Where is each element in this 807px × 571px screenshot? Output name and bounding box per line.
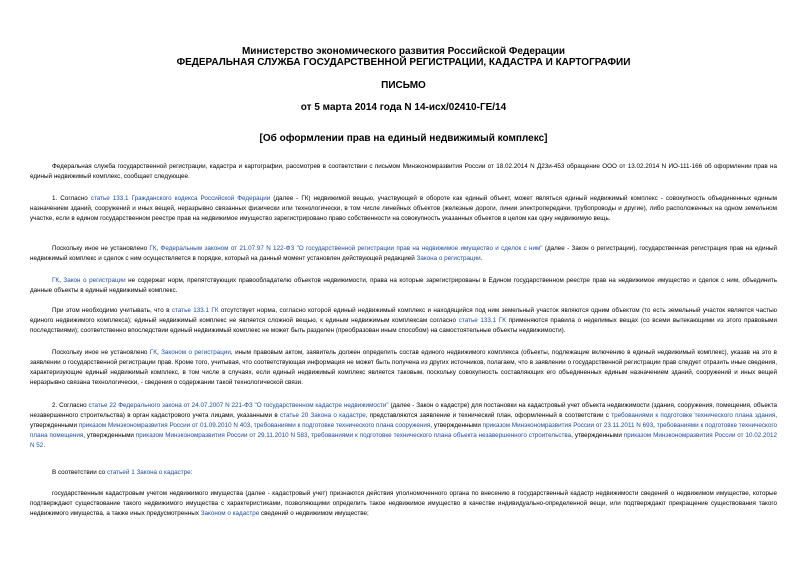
paragraph-3: [30, 276, 777, 296]
link-order-583[interactable]: приказом Минэкономразвития России от 29.11.2010 N 583: [135, 432, 308, 439]
service-title: ФЕДЕРАЛЬНАЯ СЛУЖБА ГОСУДАРСТВЕННОЙ РЕГИСТРАЦИИ, КАДАСТРА И КАРТОГРАФИИ: [176, 57, 631, 68]
text: Поскольку иное не установлено: [52, 349, 150, 356]
paragraph-1: [30, 194, 777, 224]
link-gk[interactable]: ГК: [52, 277, 60, 284]
link-cadastre-law[interactable]: Законом о кадастре: [200, 510, 260, 517]
text: (далее - ГК) недвижимой вещью, участвующей в обороте как единый объект, может являться единый недвижимый комплекс - совокупность объединенных единым назначением зданий, сооружений и иных вещей, неразрывно связанных физически или технологически, в том числе линейных объектов (железные дороги, линии электропередачи, трубопроводы и другие), либо расположенных на одном земельном участке, если в едином государственном реестре прав на недвижимое имущество зарегистрировано право собственности на совокупность указанных объектов в целом как одну недвижимую вещь.: [30, 195, 778, 222]
text: сведений о недвижимом имуществе;: [259, 510, 369, 517]
text: , утвержденными: [571, 432, 624, 439]
paragraph-4: [30, 306, 777, 336]
link-law-122fz[interactable]: Федеральным законом от 21.07.97 N 122-ФЗ "О государственной регистрации прав на недвижимое имущество и сделок с ним": [160, 245, 543, 252]
link-order-52[interactable]: приказом Минэкономразвития России от 10.02.2012 N 52: [30, 432, 777, 449]
link-gk[interactable]: ГК: [149, 245, 157, 252]
text: ,: [156, 349, 162, 356]
link-registration-law[interactable]: Законом о регистрации: [161, 349, 231, 356]
doc-subject: [Об оформлении прав на единый недвижимый комплекс]: [259, 133, 548, 144]
doc-type: ПИСЬМО: [381, 80, 426, 91]
text: При этом необходимо учитывать, что в: [52, 307, 172, 314]
paragraph-8: [30, 489, 777, 519]
link-gk[interactable]: ГК: [149, 349, 157, 356]
text: (далее - Закон о кадастре) для постановки на кадастровый учет объекта недвижимости (здания, сооружения, помещения, объекта незавершенного строительства) в орган кадастрового учета лицами, указанными в: [30, 402, 778, 419]
text: :: [190, 469, 193, 476]
text: государственным кадастровым учетом недвижимого имущества (далее - кадастровый учет) признаются действия уполномоченного органа по внесению в государственный кадастр недвижимости сведений о недвижимом имуществе, которые подтверждают существование такого недвижимого имущества с характеристиками, позволяющими определить такое недвижимое имущество в качестве индивидуально-определенной вещи, или подтверждают прекращение существования такого недвижимого имущества, а также иных предусмотренных: [30, 490, 777, 517]
text: ,: [307, 432, 312, 439]
ministry-title: Министерство экономического развития Российской Федерации: [241, 46, 566, 57]
paragraph-6: [30, 401, 777, 451]
text: ,: [250, 422, 254, 429]
link-cadastre-law-art22[interactable]: статье 22 Федерального закона от 24.07.2007 N 221-ФЗ "О государственном кадастре недвижимости": [88, 402, 389, 409]
text: , утвержденными: [30, 412, 778, 429]
text: не содержат норм, препятствующих правообладателю объектов недвижимости, права на которые зарегистрированы в Едином государственном реестре прав на недвижимое имущество и сделок с ним, объединить данные объекты в единый недвижимый комплекс.: [30, 277, 778, 294]
text: отсутствует норма, согласно которой единый недвижимый комплекс и находящийся под ним земельный участок являются одним объектом (то есть земельный участок является частью единого недвижимого комплекса); единый недвижимый комплекс не является сложной вещью, к единым недвижимым комплексам согласно: [30, 307, 777, 324]
link-registration-law[interactable]: Закона о регистрации: [416, 255, 481, 262]
link-cadastre-law-art20[interactable]: статье 20 Закона о кадастре: [280, 412, 366, 419]
text: ,: [156, 245, 161, 252]
link-cadastre-law-art1[interactable]: статьей 1 Закона о кадастре: [106, 469, 191, 476]
text: (далее - Закон о регистрации), государственная регистрация прав на единый недвижимый комплекс и сделок с ним осуществляется в порядке, который на данный момент установлен действующей редакцией: [30, 245, 777, 262]
link-order-403[interactable]: приказом Минэкономразвития России от 01.09.2010 N 403: [78, 422, 251, 429]
link-gk-133-1[interactable]: статье 133.1 Гражданского кодекса Российской Федерации: [90, 195, 271, 202]
text: 2. Согласно: [52, 402, 89, 409]
link-req-premises-plan[interactable]: требованиями к подготовке технического плана помещения: [30, 422, 778, 439]
paragraph-2: [30, 244, 777, 264]
paragraph-7: [30, 468, 777, 478]
doc-date-number: от 5 марта 2014 года N 14-исх/02410-ГЕ/14: [300, 102, 507, 113]
text: 1. Согласно: [52, 195, 91, 202]
text: , утвержденными: [430, 422, 483, 429]
link-req-building-plan[interactable]: требованиями к подготовке технического плана здания: [611, 412, 776, 419]
text: .: [480, 255, 483, 262]
text: В соответствии со: [52, 469, 107, 476]
text: ,: [59, 277, 64, 284]
link-gk-133-1[interactable]: статье 133.1 ГК: [171, 307, 219, 314]
link-gk-133-1[interactable]: статье 133.1 ГК: [458, 317, 506, 324]
text: ,: [653, 422, 657, 429]
text: применяются правила о неделимых вещах (со всеми вытекающими из этого правовыми последствиями); соответственно впоследствии единый недвижимый комплекс не может быть разделен (преобразован иным способом) на самостоятельные объекты недвижимости).: [30, 317, 778, 334]
text: , представляются заявление и технический план, оформленный в соответствии с: [365, 412, 612, 419]
paragraph-intro: Федеральная служба государственной регистрации, кадастра и картографии, рассмотрев в соответствии с письмом Минэкономразвития России от 18.02.2014 N Д23и-453 обращение ООО от 13.02.2014 N ИО-111-166 об оформлении прав на единый недвижимый комплекс, сообщает следующее.: [30, 163, 777, 180]
paragraph-5: [30, 348, 777, 388]
text: Поскольку иное не установлено: [52, 245, 150, 252]
text: .: [43, 442, 46, 449]
link-req-structure-plan[interactable]: требованиями к подготовке технического плана сооружения: [253, 422, 431, 429]
text: , иным правовым актом, заявитель должен определить состав единого недвижимого комплекса (объекты, подлежащие включению в единый недвижимый комплекс), указав на это в заявлении о государственной регистрации прав. Кроме того, учитывая, что соответствующая информация не может быть получена из других источников, полагаем, что в заявлении о государственной регистрации прав следует отразить иные сведения, характеризующие единый недвижимый комплекс, в том числе в случаях, если единый недвижимый комплекс является таковым, поскольку совокупность составляющих его объединенных единым назначением зданий, сооружений и иных вещей неразрывно связана технологически, - сведения о содержании такой технологической связи.: [30, 349, 778, 386]
link-order-693[interactable]: приказом Минэкономразвития России от 23.11.2011 N 693: [482, 422, 654, 429]
text: , утвержденными: [83, 432, 136, 439]
link-req-unfinished-plan[interactable]: требованиями к подготовке технического плана объекта незавершенного строительства: [311, 432, 572, 439]
link-registration-law[interactable]: Закон о регистрации: [63, 277, 126, 284]
